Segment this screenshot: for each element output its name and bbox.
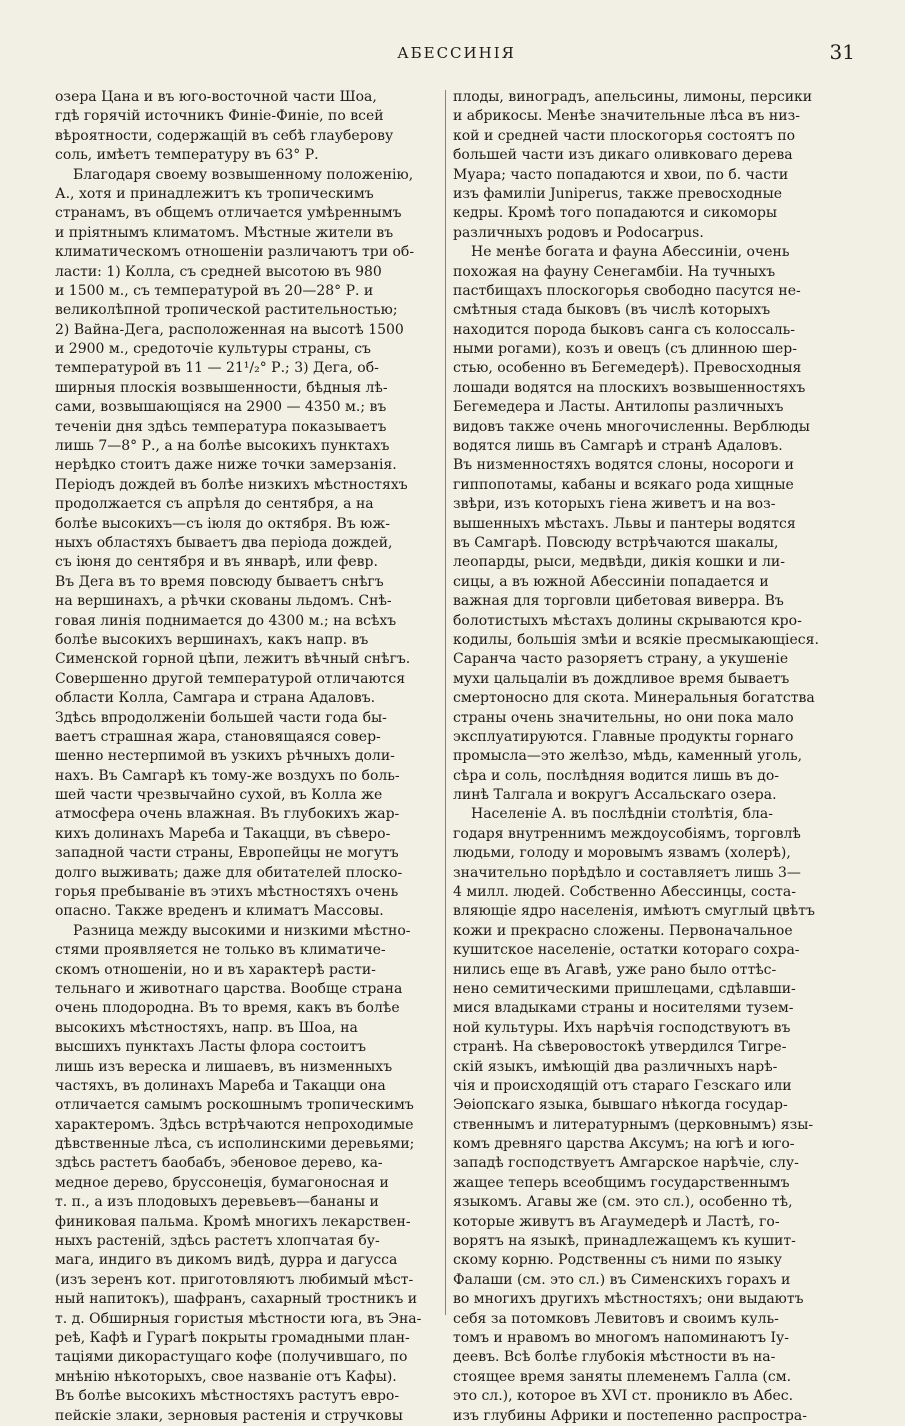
text-line: ный напитокъ), шафранъ, сахарный тростникъ и [55,1291,418,1308]
text-line: говая линія поднимается до 4300 м.; на всѣхъ [55,612,397,629]
text-line: гиппопотамы, кабаны и всякаго рода хищные [453,476,794,493]
text-line: великолѣпной тропической растительностью; [55,302,398,319]
text-line: во многихъ другихъ мѣстностяхъ; они выдаютъ [453,1291,804,1308]
running-title: АБЕССИНІЯ [397,44,516,62]
text-line: кодилы, большія змѣи и всякіе пресмыкающіеся. [453,631,819,648]
text-line: ваетъ страшная жара, становящаяся совер- [55,728,381,745]
text-line: на вершинахъ, а рѣчки скованы льдомъ. Снѣ- [55,593,392,610]
text-line: пейскіе злаки, зерновыя растенія и стручковы [55,1407,403,1424]
text-line: ныхъ растеній, здѣсь растетъ хлопчатая бу- [55,1233,380,1250]
text-line: медное дерево, бруссонеція, бумагоносная и [55,1174,389,1191]
text-line: вышенныхъ мѣстахъ. Львы и пантеры водятся [453,515,796,532]
text-line: болѣе высокихъ—съ іюля до октября. Въ юж- [55,515,390,532]
text-line: ширныя плоскія возвышенности, бѣдныя лѣ- [55,379,388,396]
text-line: т. п., а изъ плодовыхъ деревьевъ—бананы и [55,1194,379,1211]
text-line: плоды, виноградъ, апельсины, лимоны, персики [453,89,813,105]
text-line: области Колла, Самгара и страна Адаловъ. [55,690,376,707]
text-line: болѣе высокихъ вершинахъ, какъ напр. въ [55,631,369,648]
text-line: опасно. Также вреденъ и климатъ Массовы. [55,903,384,920]
text-line: ной культуры. Ихъ нарѣчія господствуютъ въ [453,1019,791,1036]
text-line: мися владыками страны и носителями тузем- [453,1000,794,1017]
text-line: стями проявляется не только въ климатиче- [55,942,386,959]
text-line: очень плодородна. Въ то время, какъ въ болѣе [55,1000,400,1017]
text-line: томъ и нравомъ во многомъ напоминаютъ Іу- [453,1330,789,1346]
text-line: сѣра и соль, послѣдняя водится лишь въ до- [453,767,779,784]
right-column [453,88,841,1424]
text-line: нахъ. Въ Самгарѣ къ тому-же воздухъ по боль- [55,767,400,784]
text-line: финиковая пальма. Кромѣ многихъ лекарствен- [55,1213,411,1230]
text-line: скій языкъ, имѣющій два различныхъ нарѣ- [453,1058,778,1075]
text-line: Муара; часто попадаются и хвои, по б. части [453,166,789,183]
text-line: Періодъ дождей въ болѣе низкихъ мѣстностяхъ [55,476,408,493]
text-line: высокихъ мѣстностяхъ, напр. въ Шоа, на [55,1019,358,1036]
text-line: западной части страны, Европейцы не могутъ [55,845,399,862]
text-line: леопарды, рыси, медвѣди, дикія кошки и ли- [453,554,785,571]
text-line: шей части чрезвычайно сухой, въ Колла же [55,787,383,804]
text-line: ворятъ на языкѣ, принадлежащемъ къ кушит- [453,1233,796,1250]
text-line: кедры. Кромѣ того попадаются и сикоморы [453,205,778,222]
text-line: Благодаря своему возвышенному положенію, [73,166,414,183]
text-line: лишь 7—8° Р., а на болѣе высокихъ пунктахъ [55,438,390,455]
text-line: деевъ. Всѣ болѣе глубокія мѣстности въ на- [453,1349,776,1366]
text-line: таціями дикорастущаго кофе (получившаго, по [55,1349,408,1366]
text-line: нерѣдко стоитъ даже ниже точки замерзанія. [55,457,397,474]
text-line: вѣроятности, содержащій въ себѣ глауберову [55,127,394,144]
text-line: это сл.), которое въ XVI ст. проникло въ Абес. [453,1388,794,1405]
text-line: А., хотя и принадлежитъ къ тропическимъ [55,185,374,202]
text-line: кожи и прекрасно сложены. Первоначальное [453,922,793,939]
text-line: стоящее время заняты племенемъ Галла (см. [453,1368,792,1385]
text-line: видовъ также очень многочисленны. Верблюды [453,418,810,435]
text-line: болотистыхъ мѣстахъ долины скрываются кро- [453,612,802,629]
text-line: изъ глубины Африки и постепенно распростра- [453,1407,807,1424]
text-line: лишь изъ вереска и лишаевъ, въ низменныхъ [55,1058,393,1075]
text-line: скомъ отношеніи, но и въ характерѣ расти- [55,961,376,978]
text-line: скому корню. Родственны съ ними по языку [453,1252,782,1269]
text-line: Эѳіопскаго языка, бывшаго нѣкогда государ- [453,1097,788,1114]
text-line: кушитское населеніе, остатки котораго сохра- [453,942,800,959]
text-line: частяхъ, въ долинахъ Мареба и Такацци она [55,1077,386,1094]
page-header [48,40,865,76]
text-line: озера Цана и въ юго-восточной части Шоа, [55,89,377,105]
text-line: сицы, а въ южной Абессиніи попадается и [453,573,769,590]
text-line: Не менѣе богата и фауна Абессиніи, очень [471,244,790,261]
text-line: продолжается съ апрѣля до сентября, а на [55,496,374,513]
text-line: ными рогами), козъ и овецъ (съ длинною шер- [453,341,797,358]
text-line: языкомъ. Агавы же (см. это сл.), особенно тѣ, [453,1194,793,1211]
text-line: ныхъ областяхъ бываетъ два періода дождей, [55,534,393,551]
text-line: изъ фамиліи Juniperus, также превосходные [453,185,783,202]
text-line: Саранча часто разоряетъ страну, а укушеніе [453,651,789,668]
text-line: атмосфера очень влажная. Въ глубокихъ жар- [55,806,400,823]
column-divider [445,90,446,1315]
text-line: чія и происходящій отъ стараго Гезскаго или [453,1077,792,1094]
text-line: вляющіе ядро населенія, имѣютъ смуглый цвѣтъ [453,903,815,920]
text-line: въ Самгарѣ. Повсюду встрѣчаются шакалы, [453,534,779,551]
text-line: которые живутъ въ Агаумедерѣ и Ластѣ, го- [453,1213,780,1230]
text-line: эксплуатируются. Главные продукты горнаго [453,728,794,745]
text-line: и абрикосы. Менѣе значительные лѣса въ низ- [453,108,800,125]
text-line: и 2900 м., средоточіе культуры страны, съ [55,341,371,358]
text-line: ственнымъ и литературнымъ (церковнымъ) язы- [453,1116,814,1133]
left-column [55,88,443,1424]
text-line: мага, индиго въ дикомъ видѣ, дурра и дагусса [55,1252,398,1269]
text-line: дѣвственные лѣса, съ исполинскими деревьями; [55,1136,415,1153]
text-line: Въ низменностяхъ водятся слоны, носороги и [453,457,794,474]
text-line: тельнаго и животнаго царства. Вообще страна [55,980,403,997]
text-line: реѣ, Кафѣ и Гурагѣ покрыты громадными план- [55,1330,410,1346]
text-line: горья пребываніе въ этихъ мѣстностяхъ очень [55,884,399,901]
text-line: страны очень значительны, но они пока мало [453,709,794,726]
text-line: Фалаши (см. это сл.) въ Сименскихъ горахъ и [453,1271,791,1288]
text-line: здѣсь растетъ баобабъ, эбеновое дерево, ка- [55,1155,383,1172]
text-line: отличается самымъ роскошнымъ тропическимъ [55,1097,414,1114]
text-line: годаря внутреннимъ междоусобіямъ, торговлѣ [453,825,801,842]
text-line: и 1500 м., съ температурой въ 20—28° Р. и [55,282,374,299]
text-line: Бегемедера и Ласты. Антилопы различныхъ [453,399,784,416]
text-line: большей части изъ дикаго оливковаго дерева [453,147,793,164]
text-line: (изъ зеренъ кот. приготовляютъ любимый мѣст- [55,1271,414,1288]
text-line: теченіи дня здѣсь температура показываетъ [55,418,387,435]
text-line: странѣ. На сѣверовостокѣ утвердился Тигре- [453,1039,787,1056]
text-line: линѣ Талгала и вокругъ Ассальскаго озера. [453,787,777,804]
text-line: кой и средней части плоскогорья состоятъ по [453,127,796,144]
text-line: мухи цальцаліи въ дождливое время бываетъ [453,670,790,687]
text-line: Въ Дега въ то время повсюду бываетъ снѣгъ [55,573,384,590]
text-line: температурой въ 11 — 21¹/₂° Р.; 3) Дега, об- [55,360,379,377]
text-line: нено семитическими пришлецами, сдѣлавши- [453,980,796,997]
text-line: странамъ, въ общемъ отличается умѣреннымъ [55,205,402,222]
text-line: соль, имѣетъ температуру въ 63° Р. [55,147,319,164]
text-line: водятся лишь въ Самгарѣ и странѣ Адаловъ. [453,438,783,455]
text-line: Разница между высокими и низкими мѣстно- [73,922,411,939]
text-line: пастбищахъ плоскогорья свободно пасутся не- [453,282,801,299]
text-line: кихъ долинахъ Мареба и Такацци, въ сѣверо- [55,825,391,842]
text-line: Здѣсь впродолженіи большей части года бы- [55,709,387,726]
text-line: звѣри, изъ которыхъ гіена живетъ и на воз- [453,496,776,513]
text-line: комъ древняго царства Аксумъ; на югѣ и юго- [453,1136,795,1153]
text-line: мнѣнію нѣкоторыхъ, свое названіе отъ Кафы). [55,1368,397,1385]
text-line: Населеніе А. въ послѣдніи столѣтія, бла- [471,806,773,823]
text-line: климатическомъ отношеніи различаютъ три об- [55,244,415,261]
text-line: различныхъ родовъ и Podocarpus. [453,224,704,241]
text-line: ласти: 1) Колла, съ средней высотою въ 980 [55,263,382,280]
text-line: стью, особенно въ Бегемедерѣ). Превосходныя [453,360,802,377]
text-line: находится порода быковъ санга съ колоссаль- [453,321,796,338]
text-line: 4 милл. людей. Собственно Абессинцы, соста- [453,884,796,901]
text-line: смертоносно для скота. Минеральныя богатства [453,690,815,707]
text-line: западѣ господствуетъ Амгарское нарѣчіе, слу- [453,1155,799,1172]
text-line: и пріятнымъ климатомъ. Мѣстные жители въ [55,224,394,241]
text-line: людьми, голоду и моровымъ язвамъ (холерѣ), [453,845,791,862]
text-line: гдѣ горячій источникъ Финіе-Финіе, по всей [55,108,384,125]
text-line: смѣтныя стада быковъ (въ числѣ которыхъ [453,302,771,319]
text-line: промысла—это желѣзо, мѣдь, каменный уголь, [453,748,803,765]
page-number: 31 [829,40,855,64]
text-line: жащее теперь всеобщимъ государственнымъ [453,1174,790,1191]
text-line: т. д. Обширныя гористыя мѣстности юга, въ Эна- [55,1310,422,1327]
text-line: съ іюня до сентября и въ январѣ, или февр. [55,554,378,571]
text-line: шенно нестерпимой въ узкихъ рѣчныхъ доли- [55,748,395,765]
text-line: сами, возвышающіяся на 2900 — 4350 м.; въ [55,399,387,416]
text-line: характеромъ. Здѣсь встрѣчаются непроходимые [55,1116,414,1133]
text-line: важная для торговли цибетовая виверра. Въ [453,593,784,610]
text-line: высшихъ пунктахъ Ласты флора состоитъ [55,1039,366,1056]
text-line: значительно порѣдѣло и составляетъ лишь 3— [453,864,801,881]
text-line: 2) Вайна-Дега, расположенная на высотѣ 1500 [55,321,404,338]
text-line: нились еще въ Агавѣ, уже рано было оттѣс- [453,961,777,978]
text-line: Совершенно другой температурой отличаются [55,670,406,687]
text-line: лошади водятся на плоскихъ возвышенностяхъ [453,379,806,396]
text-line: похожая на фауну Сенегамбіи. На тучныхъ [453,263,776,280]
text-line: себя за потомковъ Левитовъ и своимъ куль- [453,1310,779,1327]
text-line: Сименской горной цѣпи, лежитъ вѣчный снѣгъ. [55,651,411,668]
text-line: Въ болѣе высокихъ мѣстностяхъ растутъ евро- [55,1388,400,1405]
text-line: долго выживать; даже для обитателей плоско- [55,864,403,881]
